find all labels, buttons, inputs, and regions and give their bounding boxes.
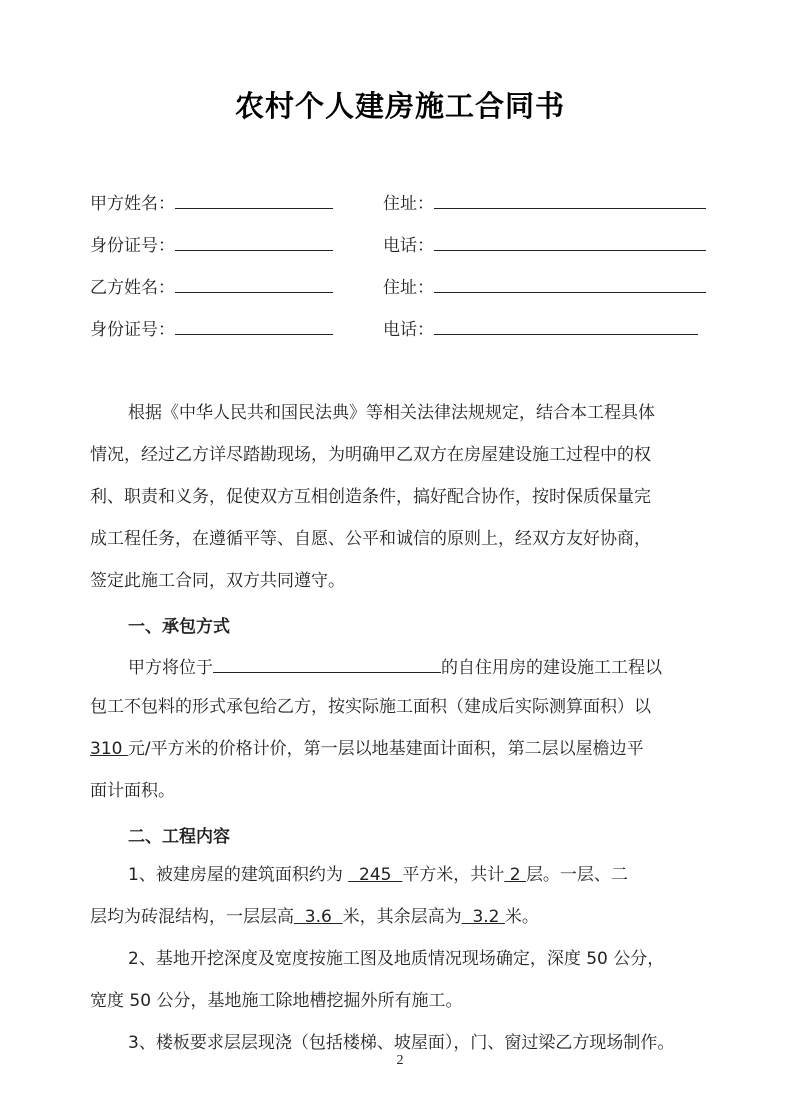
section1-line — [128, 654, 662, 679]
section1-location-suffix: 的自住用房的建设施工工程以 — [441, 658, 662, 678]
party-a-phone-field — [383, 232, 706, 257]
item1-suffix: 层。一层、二 — [525, 865, 628, 885]
preamble-line: 根据《中华人民共和国民法典》等相关法律法规规定，结合本工程具体 — [128, 403, 655, 423]
party-a-phone-label: 电话： — [383, 236, 434, 256]
party-b-name-label: 乙方姓名： — [90, 278, 175, 298]
preamble-line: 签定此施工合同，双方共同遵守。 — [90, 571, 345, 591]
party-b-phone-blank — [434, 316, 698, 335]
location-blank — [213, 654, 441, 673]
party-b-phone-label: 电话： — [383, 320, 434, 340]
party-b-address-blank — [434, 274, 706, 293]
unit-price-text: 元/平方米的价格计价，第一层以地基建面计面积，第二层以屋檐边平 — [127, 739, 644, 759]
party-b-id-label: 身份证号： — [90, 320, 175, 340]
party-a-address-field — [383, 190, 706, 215]
item1-line2-middle: 米，其余层高为 — [342, 907, 462, 927]
section1-line: 包工不包料的形式承包给乙方，按实际施工面积（建成后实际测算面积）以 — [90, 697, 651, 717]
party-b-phone-field — [383, 316, 698, 341]
item1-middle: 平方米，共计 — [402, 865, 505, 885]
party-a-name-blank — [175, 190, 333, 209]
first-floor-height-value: 3.6 — [294, 907, 343, 927]
other-floor-height-value: 3.2 — [461, 907, 505, 927]
floor-count-value: 2 — [504, 865, 526, 885]
party-a-name-label: 甲方姓名： — [90, 194, 175, 214]
building-area-value: 245 — [348, 865, 403, 885]
preamble-line: 情况，经过乙方详尽踏勘现场，为明确甲乙双方在房屋建设施工过程中的权 — [90, 445, 651, 465]
item1-line2-prefix: 层均为砖混结构，一层层高 — [90, 907, 294, 927]
section1-line: 面计面积。 — [90, 781, 175, 801]
page-number: 2 — [396, 1053, 404, 1068]
unit-price-value: 310 — [90, 739, 128, 759]
party-a-id-field — [90, 232, 333, 257]
section2-item1-line2 — [90, 906, 539, 928]
party-a-phone-blank — [434, 232, 706, 251]
party-a-id-blank — [175, 232, 333, 251]
document-title: 农村个人建房施工合同书 — [234, 89, 565, 123]
party-b-address-field — [383, 274, 706, 299]
section1-location-prefix: 甲方将位于 — [128, 658, 213, 678]
section-heading-contract-mode: 一、承包方式 — [128, 617, 230, 637]
section2-item3-line1: 3、楼板要求层层现浇（包括楼梯、坡屋面），门、窗过梁乙方现场制作。 — [128, 1033, 675, 1053]
preamble-line: 利、职责和义务，促使双方互相创造条件，搞好配合协作，按时保质保量完 — [90, 487, 651, 507]
party-b-address-label: 住址： — [383, 278, 434, 298]
party-b-name-field — [90, 274, 333, 299]
party-a-id-label: 身份证号： — [90, 236, 175, 256]
preamble-line: 成工程任务，在遵循平等、自愿、公平和诚信的原则上，经双方友好协商， — [90, 529, 651, 549]
section-heading-work-content: 二、工程内容 — [128, 827, 230, 847]
section2-item1-line1 — [128, 864, 628, 886]
section2-item2-line1: 2、基地开挖深度及宽度按施工图及地质情况现场确定，深度 50 公分， — [128, 949, 665, 969]
section2-item2-line2: 宽度 50 公分，基地施工除地槽挖掘外所有施工。 — [90, 991, 463, 1011]
party-b-name-blank — [175, 274, 333, 293]
party-b-id-blank — [175, 316, 333, 335]
item1-line2-suffix: 米。 — [504, 907, 539, 927]
party-b-id-field — [90, 316, 333, 341]
party-a-address-blank — [434, 190, 706, 209]
section1-line — [90, 738, 644, 760]
party-a-address-label: 住址： — [383, 194, 434, 214]
item1-prefix: 1、被建房屋的建筑面积约为 — [128, 865, 349, 885]
party-a-name-field — [90, 190, 333, 215]
